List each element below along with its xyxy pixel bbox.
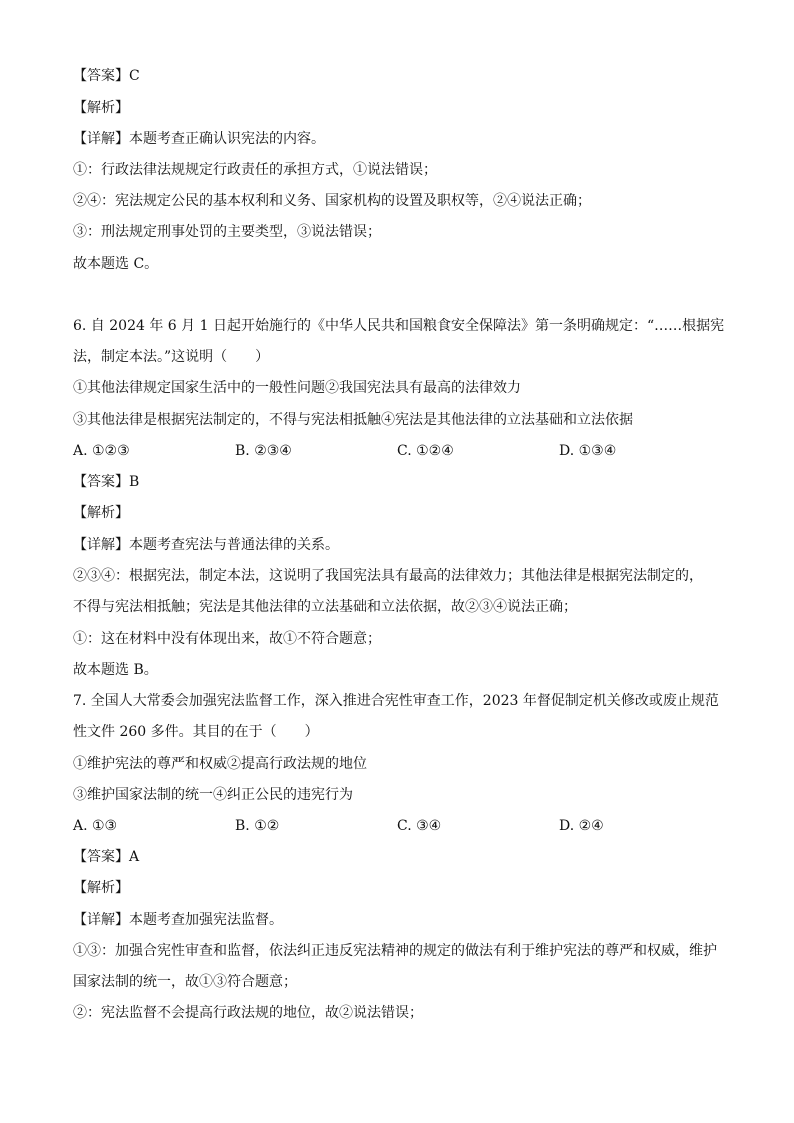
- q7-option-b: B. ①②: [235, 818, 280, 834]
- q5-explanation-3: ③：刑法规定刑事处罚的主要类型，③说法错误；: [73, 224, 381, 240]
- q6-option-b: B. ②③④: [235, 443, 292, 459]
- q7-statements-1: ①维护宪法的尊严和权威②提高行政法规的地位: [73, 756, 367, 772]
- q7-explanation-2: ②：宪法监督不会提高行政法规的地位，故②说法错误；: [73, 1005, 423, 1021]
- q5-explanation-1: ①：行政法律法规规定行政责任的承担方式，①说法错误；: [73, 162, 437, 178]
- q6-conclusion: 故本题选 B。: [73, 662, 158, 678]
- q5-answer: 【答案】C: [73, 68, 140, 84]
- q6-explanation-1a: ②③④：根据宪法，制定本法，这说明了我国宪法具有最高的法律效力；其他法律是根据宪法制定的，: [73, 568, 703, 584]
- q6-stem-line-2: 法，制定本法。”这说明（ ）: [73, 349, 270, 365]
- q7-stem-line-2: 性文件 260 多件。其目的在于（ ）: [73, 724, 319, 740]
- q6-explanation-2: ①：这在材料中没有体现出来，故①不符合题意；: [73, 631, 381, 647]
- q6-option-c: C. ①②④: [397, 443, 454, 459]
- q6-stem-line-1: 6. 自 2024 年 6 月 1 日起开始施行的《中华人民共和国粮食安全保障法》第一条明确规定：“……根据宪: [73, 318, 725, 334]
- q7-option-a: A. ①③: [73, 818, 118, 834]
- q5-conclusion: 故本题选 C。: [73, 256, 159, 272]
- q5-analysis-heading: 【解析】: [73, 100, 129, 116]
- q6-statements-2: ③其他法律是根据宪法制定的，不得与宪法相抵触④宪法是其他法律的立法基础和立法依据: [73, 412, 633, 428]
- q7-stem-line-1: 7. 全国人大常委会加强宪法监督工作，深入推进合宪性审查工作，2023 年督促制定机关修改或废止规范: [73, 693, 719, 709]
- q7-option-d: D. ②④: [559, 818, 604, 834]
- q7-answer: 【答案】A: [73, 849, 140, 865]
- q7-analysis-heading: 【解析】: [73, 880, 129, 896]
- q6-option-d: D. ①③④: [559, 443, 617, 459]
- q5-detail: 【详解】本题考查正确认识宪法的内容。: [73, 131, 325, 147]
- q7-option-c: C. ③④: [397, 818, 442, 834]
- q6-statements-1: ①其他法律规定国家生活中的一般性问题②我国宪法具有最高的法律效力: [73, 380, 521, 396]
- q6-analysis-heading: 【解析】: [73, 505, 129, 521]
- q7-explanation-1b: 国家法制的统一，故①③符合题意；: [73, 974, 297, 990]
- q5-explanation-2: ②④：宪法规定公民的基本权利和义务、国家机构的设置及职权等，②④说法正确；: [73, 193, 591, 209]
- q6-option-a: A. ①②③: [73, 443, 130, 459]
- q7-detail: 【详解】本题考查加强宪法监督。: [73, 912, 283, 928]
- q7-statements-2: ③维护国家法制的统一④纠正公民的违宪行为: [73, 787, 353, 803]
- q6-detail: 【详解】本题考查宪法与普通法律的关系。: [73, 537, 339, 553]
- q6-explanation-1b: 不得与宪法相抵触；宪法是其他法律的立法基础和立法依据，故②③④说法正确；: [73, 599, 577, 615]
- q7-explanation-1a: ①③：加强合宪性审查和监督，依法纠正违反宪法精神的规定的做法有利于维护宪法的尊严和权威，维护: [73, 943, 717, 959]
- q6-answer: 【答案】B: [73, 474, 140, 490]
